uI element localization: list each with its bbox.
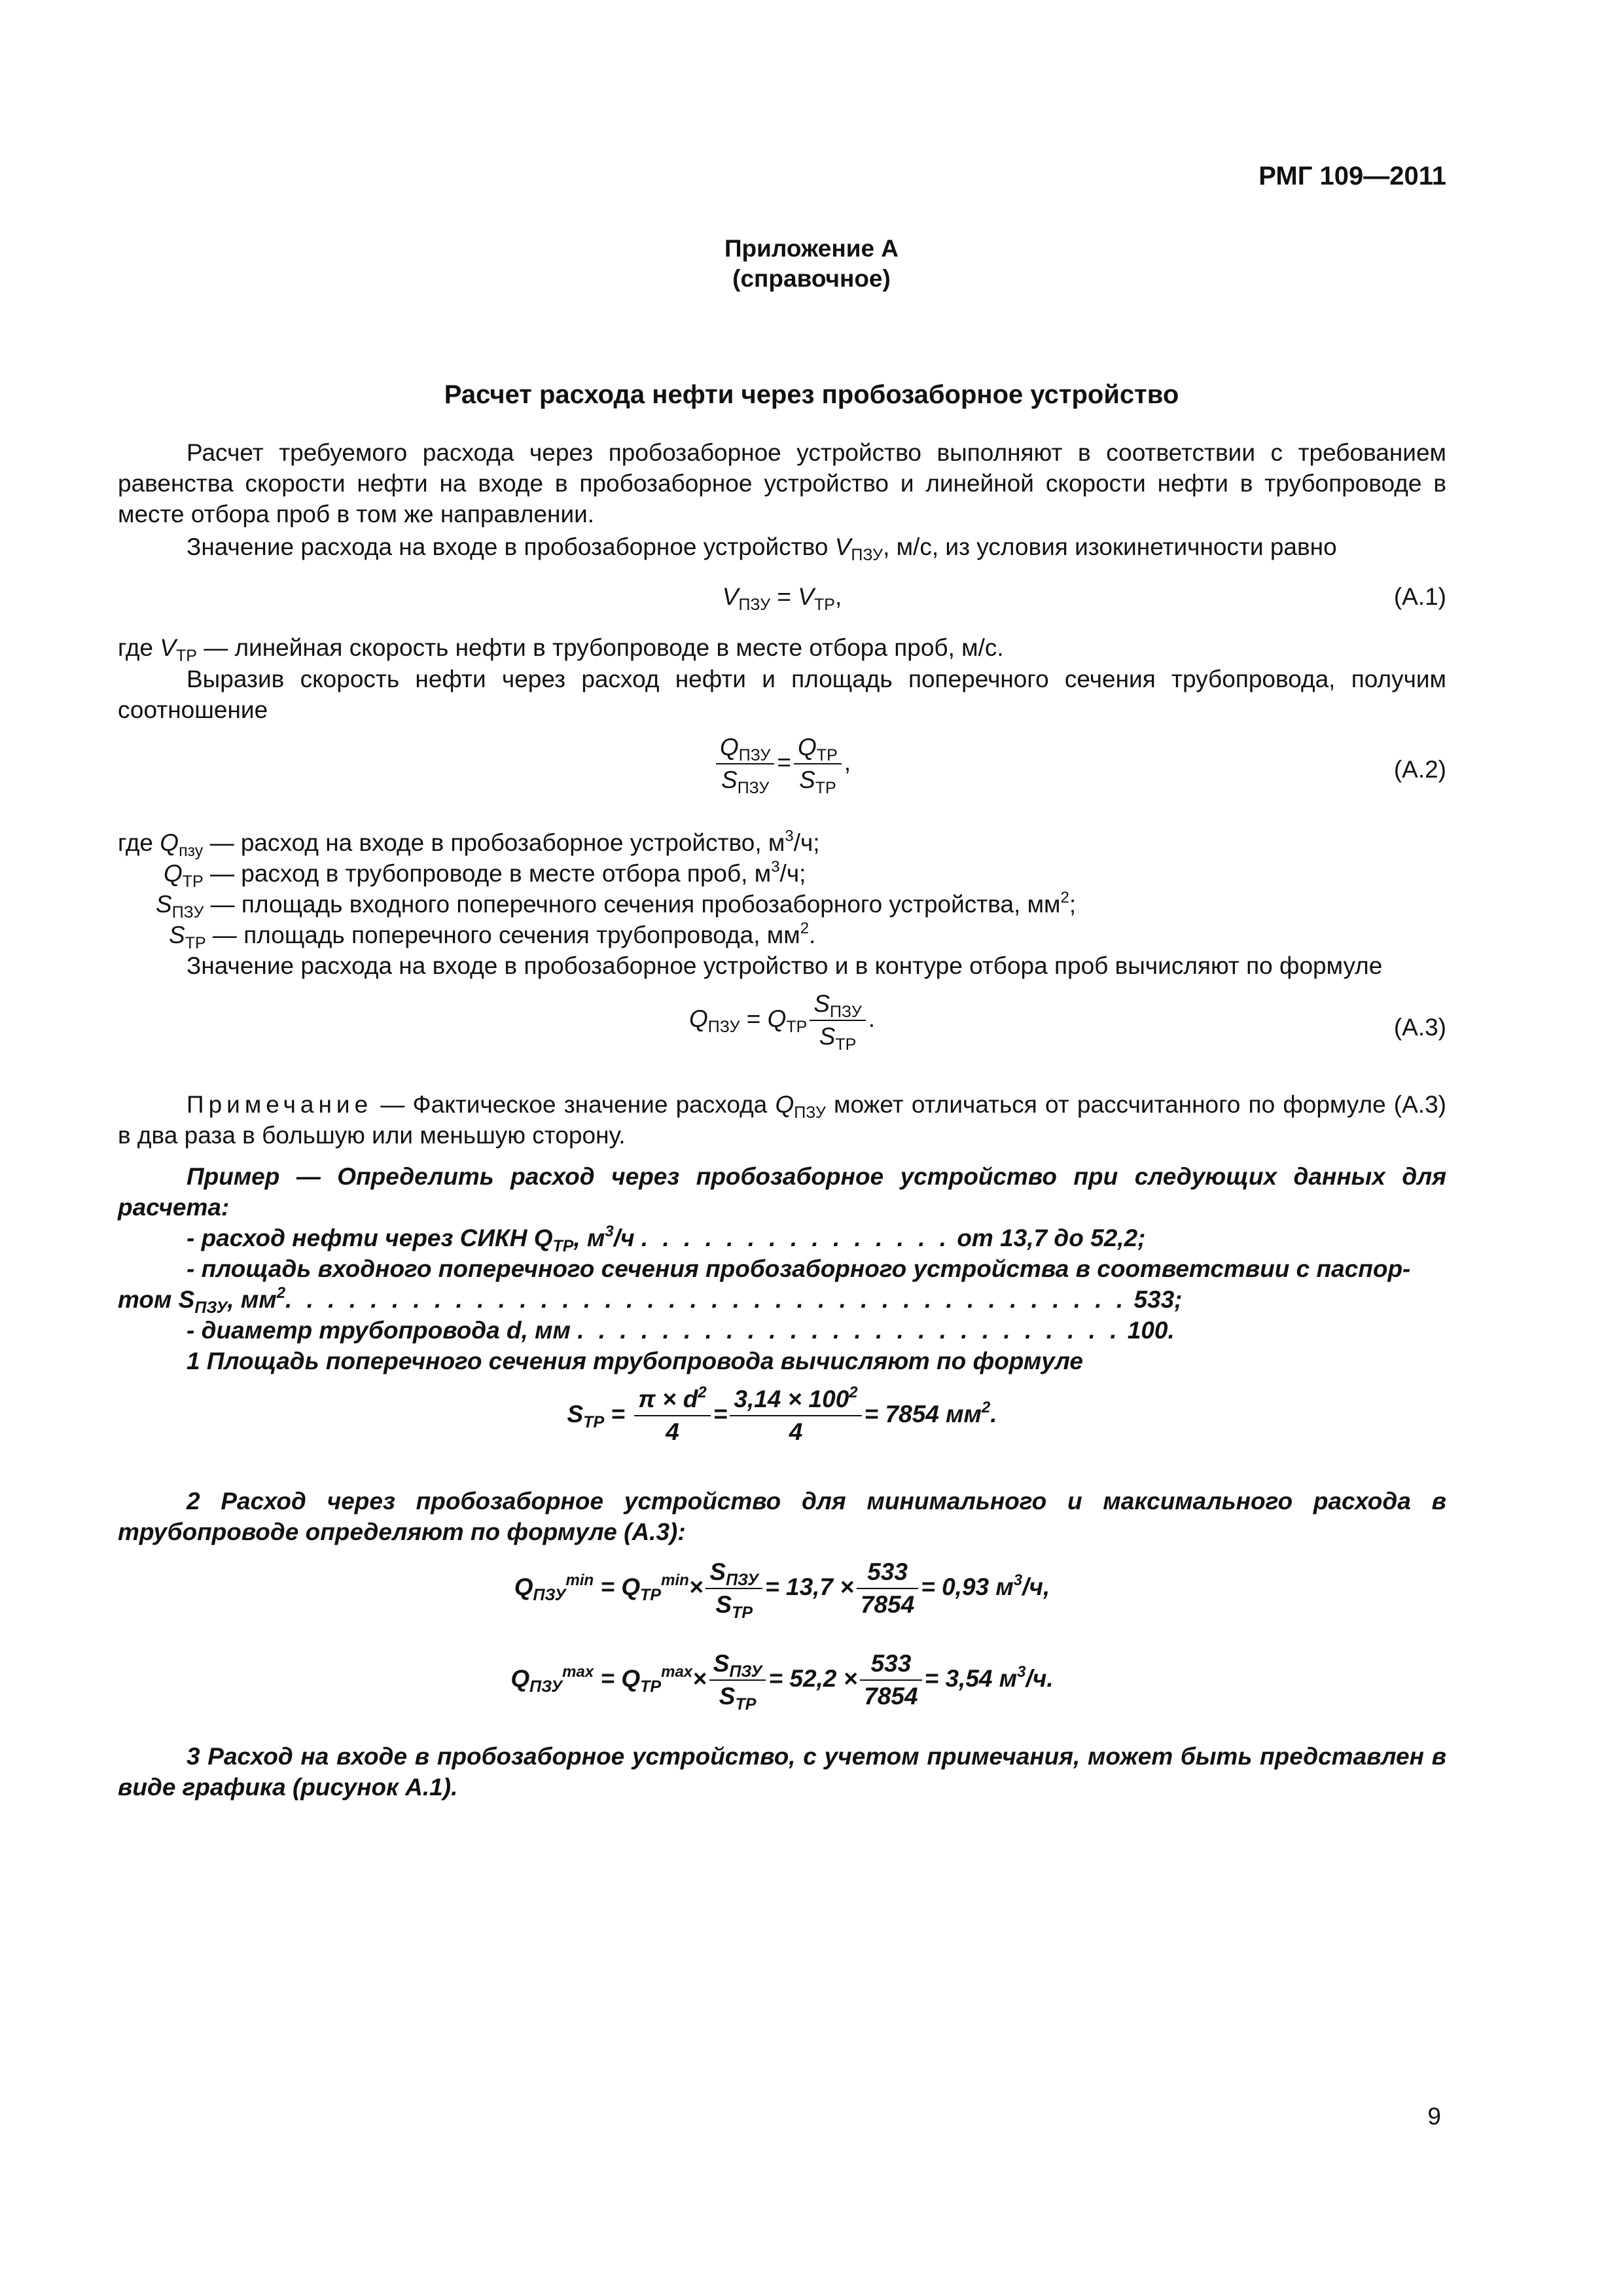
example-item-flow: - расход нефти через СИКН $Q_{ТР}$, $м^3/ч$ . . . . . . . . . . . . . . . от 13,7 до 52,2;: [187, 1223, 1146, 1255]
equation-a3-number: (А.3): [1393, 1014, 1446, 1041]
example-step2: 2 Расход через пробозаборное устройство для минимального и максимального расхода в трубопроводе определяют по формуле (А.3):: [118, 1488, 1446, 1545]
example-step3: 3 Расход на входе в пробозаборное устройство, с учетом примечания, может быть представлен в виде графика (рисунок А.1).: [118, 1743, 1446, 1801]
example-item-area-line2: том $S_{ПЗУ}$, $мм^2$. . . . . . . . . . . . . . . . . . . . . . . . . . . . . . . . . . . . . . . . 533;: [118, 1284, 1183, 1317]
where-item-q-tr: $Q_{ТР}$ — расход в трубопроводе в месте отбора проб, $м^3/ч$;: [164, 858, 806, 891]
paragraph-where-v: где $V_{ТР}$ — линейная скорость нефти в трубопроводе в месте отбора проб, м/с.: [118, 634, 1004, 665]
paragraph-isokinetic: Значение расхода на входе в пробозаборное устройство $V_{ПЗУ}$, м/с, из условия изокинетичности равно: [187, 533, 1337, 564]
paragraph-formula-intro: Значение расхода на входе в пробозаборное устройство и в контуре отбора проб вычисляют по формуле: [187, 952, 1383, 979]
paragraph-relation: Выразив скорость нефти через расход нефти и площадь поперечного сечения трубопровода, получим соотношение: [118, 666, 1446, 723]
note-paragraph: Примечание — Фактическое значение расхода $Q_{ПЗУ}$ может отличаться от рассчитанного по формуле (А.3) в два раза в большую или меньшую сторону.: [118, 1091, 1446, 1149]
equation-a2: $\frac{Q_{ПЗУ}}{S_{ПЗУ}}$ = $\frac{Q_{ТР}}{S_{ТР}}$ ,: [118, 733, 1446, 795]
formula-q-min: $Q_{ПЗУ}^{min} = Q_{ТР}^{min}\times$ $\frac{S_{ПЗУ}}{S_{ТР}}$ = 13,7 × $\frac{533}{7854}$ = 0,93 $м^3/ч$,: [514, 1558, 1050, 1622]
formula-s-tr: $S_{ТР}$ = $\frac{\pi \times d^2}{4}$ = $\frac{3,14 \times 100^2}{4}$ = 7854 $мм^2$.: [567, 1384, 997, 1445]
example-item-area-line1: - площадь входного поперечного сечения пробозаборного устройства в соответствии с паспор-: [187, 1255, 1411, 1282]
appendix-status: (справочное): [732, 265, 891, 292]
where-item-s-tr: $S_{ТР}$ — площадь поперечного сечения трубопровода, $мм^2$.: [169, 920, 816, 952]
appendix-title: Приложение А: [724, 235, 899, 262]
page-number: 9: [1427, 2103, 1441, 2130]
equation-a3: $Q_{ПЗУ} = Q_{ТР}$ $\frac{S_{ПЗУ}}{S_{ТР}}$ .: [689, 990, 875, 1054]
example-intro: Пример — Определить расход через пробозаборное устройство при следующих данных для расчета:: [118, 1163, 1446, 1221]
section-title: Расчет расхода нефти через пробозаборное устройство: [444, 380, 1179, 409]
equation-a2-number: (А.2): [1393, 756, 1446, 783]
formula-q-max: $Q_{ПЗУ}^{max} = Q_{ТР}^{max}\times$ $\frac{S_{ПЗУ}}{S_{ТР}}$ = 52,2 × $\frac{533}{7854}$ = 3,54 $м^3/ч$.: [510, 1650, 1054, 1713]
paragraph-intro: Расчет требуемого расхода через пробозаборное устройство выполняют в соответствии с требованием равенства скорости нефти на входе в пробозаборное устройство и линейной скорости нефти в трубопроводе в месте отбора проб в том же направлении.: [118, 439, 1446, 528]
example-step1: 1 Площадь поперечного сечения трубопровода вычисляют по формуле: [187, 1348, 1083, 1374]
example-item-diameter: - диаметр трубопровода d, мм . . . . . . . . . . . . . . . . . . . . . . . . . . 100.: [187, 1317, 1175, 1344]
where-item-q-pzu: где $Q_{пзу}$ — расход на входе в пробозаборное устройство, $м^3/ч$;: [118, 827, 820, 860]
equation-a1-number: (А.1): [1393, 583, 1446, 610]
document-code: РМГ 109—2011: [1258, 162, 1446, 190]
where-item-s-pzu: $S_{ПЗУ}$ — площадь входного поперечного сечения пробозаборного устройства, $мм^2$;: [156, 889, 1077, 922]
note-label: Примечание: [187, 1091, 373, 1118]
equation-a1: $V_{ПЗУ} = V_{ТР}$,: [722, 583, 842, 614]
